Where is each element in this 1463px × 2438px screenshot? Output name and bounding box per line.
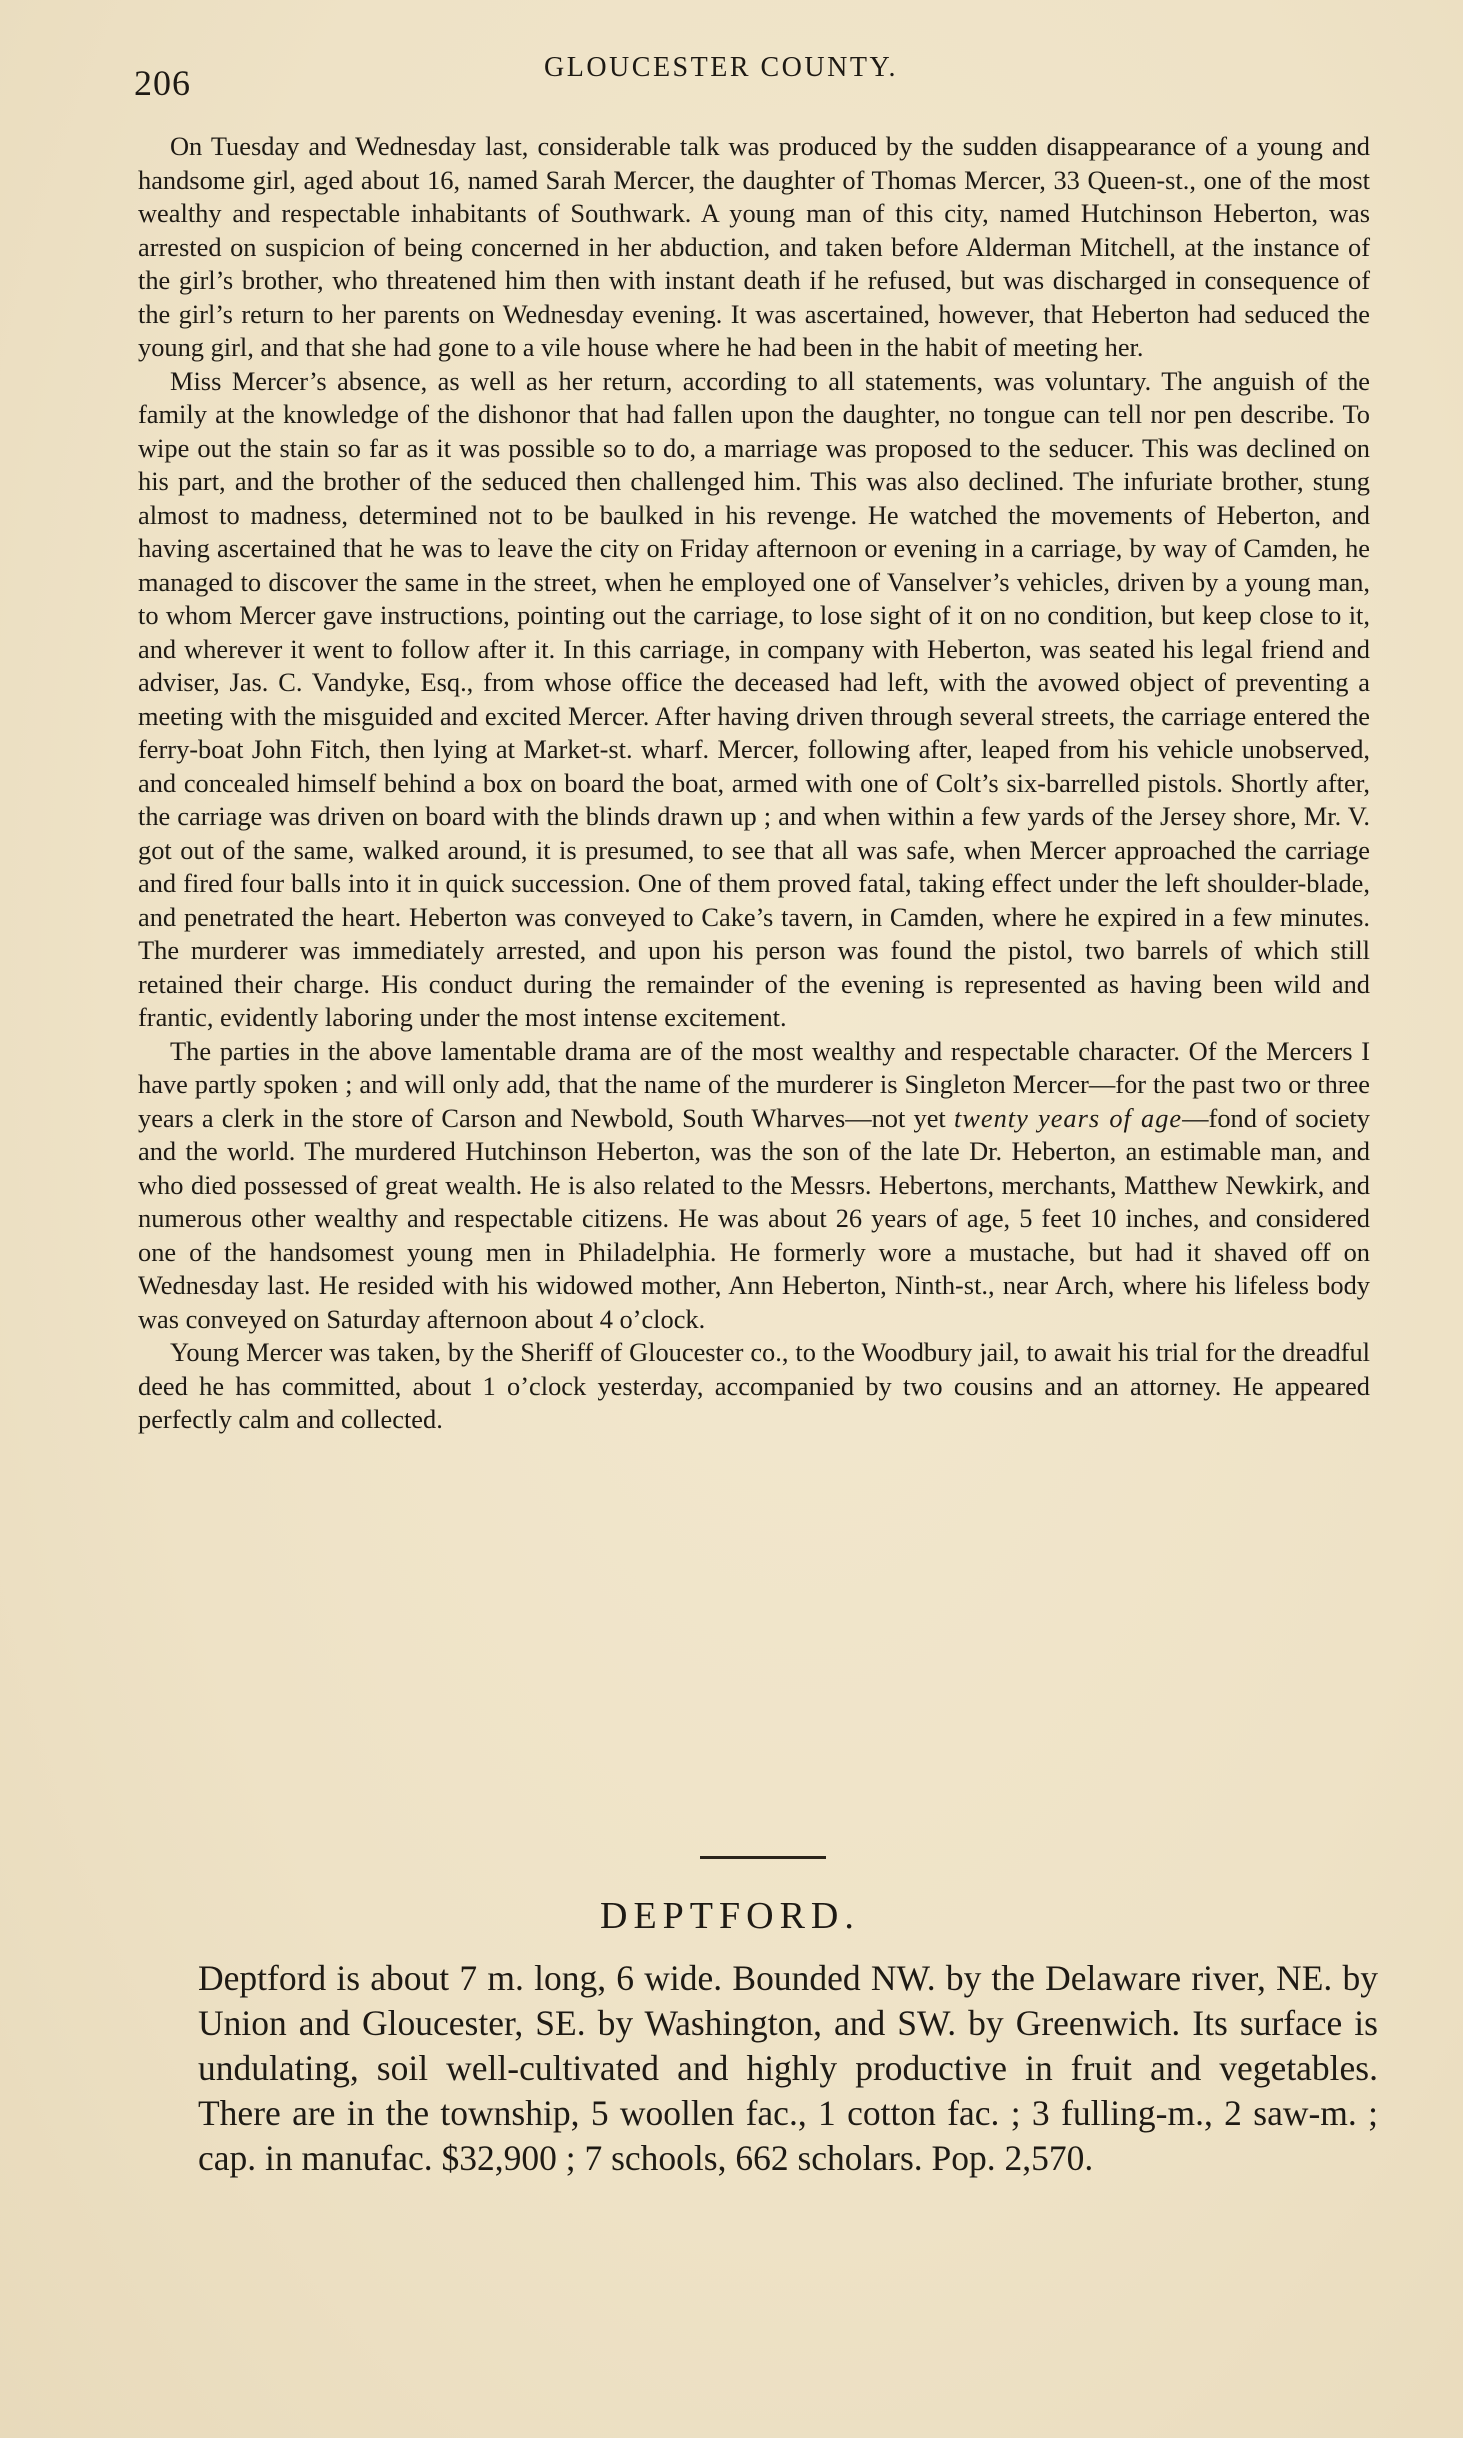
story-paragraph-4: Young Mercer was taken, by the Sheriff of Gloucester co., to the Woodbury jail, to await his trial for the dreadful deed he has committed, about 1 o’clock yesterday, accompanied by two cousins and an attorney. He appeared perfectly calm and collected. bbox=[138, 1337, 1370, 1434]
story-paragraph-2: Miss Mercer’s absence, as well as her return, according to all statements, was voluntary. The anguish of the family at the knowledge of the dishonor that had fallen upon the daughter, no tongue can tell nor pen describe. To wipe out the stain so far as it was possible so to do, a marriage was proposed to the seducer. This was declined on his part, and the brother of the seduced then challenged him. This was also declined. The infuriate brother, stung almost to madness, determined not to be baulked in his revenge. He watched the movements of Heberton, and having ascertained that he was to leave the city on Friday afternoon or evening in a carriage, by way of Camden, he managed to discover the same in the street, when he employed one of Vanselver’s vehicles, driven by a young man, to whom Mercer gave instructions, pointing out the carriage, to lose sight of it on no condition, but keep close to it, and wherever it went to follow after it. In this carriage, in company with Heberton, was seated his legal friend and adviser, Jas. C. Vandyke, Esq., from whose office the deceased had left, with the avowed object of preventing a meeting with the misguided and excited Mercer. After having driven through several streets, the carriage entered the ferry-boat John Fitch, then lying at Market-st. wharf. Mercer, following after, leaped from his vehicle unobserved, and concealed himself behind a box on board the boat, armed with one of Colt’s six-barrelled pistols. Shortly after, the carriage was driven on board with the blinds drawn up ; and when within a few yards of the Jersey shore, Mr. V. got out of the same, walked around, it is presumed, to see that all was safe, when Mercer approached the carriage and fired four balls into it in quick succession. One of them proved fatal, taking effect under the left shoulder-blade, and penetrated the heart. Heberton was conveyed to Cake’s tavern, in Camden, where he expired in a few minutes. The murderer was immediately arrested, and upon his person was found the pistol, two barrels of which still retained their charge. His conduct during the remainder of the evening is represented as having been wild and frantic, evidently laboring under the most intense excitement. bbox=[138, 365, 1370, 1032]
story-paragraph-3 bbox=[138, 1035, 1370, 1337]
story-paragraph-3-end: —fond of society and the world. The murdered Hutchinson Heberton, was the son of the late Dr. Heberton, an estimable man, and who died possessed of great wealth. He is also related to the Messrs. Hebertons, merchants, Matthew Newkirk, and numerous other wealthy and respectable citizens. He was about 26 years of age, 5 feet 10 inches, and considered one of the handsomest young men in Philadelphia. He formerly wore a mustache, but had it shaved off on Wednesday last. He resided with his widowed mother, Ann Heberton, Ninth-st., near Arch, where his lifeless body was conveyed on Saturday afternoon about 4 o’clock. bbox=[138, 1102, 1371, 1334]
section-paragraph: Deptford is about 7 m. long, 6 wide. Bounded NW. by the Delaware river, NE. by Union and Gloucester, SE. by Washington, and SW. by Greenwich. Its surface is undulating, soil well-cultivated and highly productive in fruit and vegetables. There are in the township, 5 woollen fac., 1 cotton fac. ; 3 fulling-m., 2 saw-m. ; cap. in manufac. $32,900 ; 7 schools, 662 scholars. Pop. 2,570. bbox=[198, 1958, 1378, 2178]
story-paragraph-1: On Tuesday and Wednesday last, considerable talk was produced by the sudden disappearance of a young and handsome girl, aged about 16, named Sarah Mercer, the daughter of Thomas Mercer, 33 Queen-st., one of the most wealthy and respectable inhabitants of Southwark. A young man of this city, named Hutchinson Heberton, was arrested on suspicion of being concerned in her abduction, and taken before Alderman Mitchell, at the instance of the girl’s brother, who threatened him then with instant death if he refused, but was discharged in consequence of the girl’s return to her parents on Wednesday evening. It was ascertained, however, that Heberton had seduced the young girl, and that she had gone to a vile house where he had been in the habit of meeting her. bbox=[138, 131, 1370, 362]
section-divider bbox=[700, 1856, 826, 1859]
italic-phrase: twenty years of age bbox=[953, 1102, 1183, 1133]
page-number: 206 bbox=[134, 63, 191, 103]
story-paragraph-3-start: The parties in the above lamentable drama are of the most wealthy and respectable character. Of the Mercers I have partly spoken ; and will only add, that the name of the murderer is Singleton Mercer—for the past two or three years a clerk in the store of Carson and Newbold, South Wharves—not yet bbox=[138, 1035, 1370, 1133]
section-title: DEPTFORD. bbox=[600, 1895, 860, 1937]
news-story bbox=[138, 130, 1370, 1437]
section-body bbox=[198, 1956, 1378, 2181]
running-head: GLOUCESTER COUNTY. bbox=[544, 52, 899, 83]
